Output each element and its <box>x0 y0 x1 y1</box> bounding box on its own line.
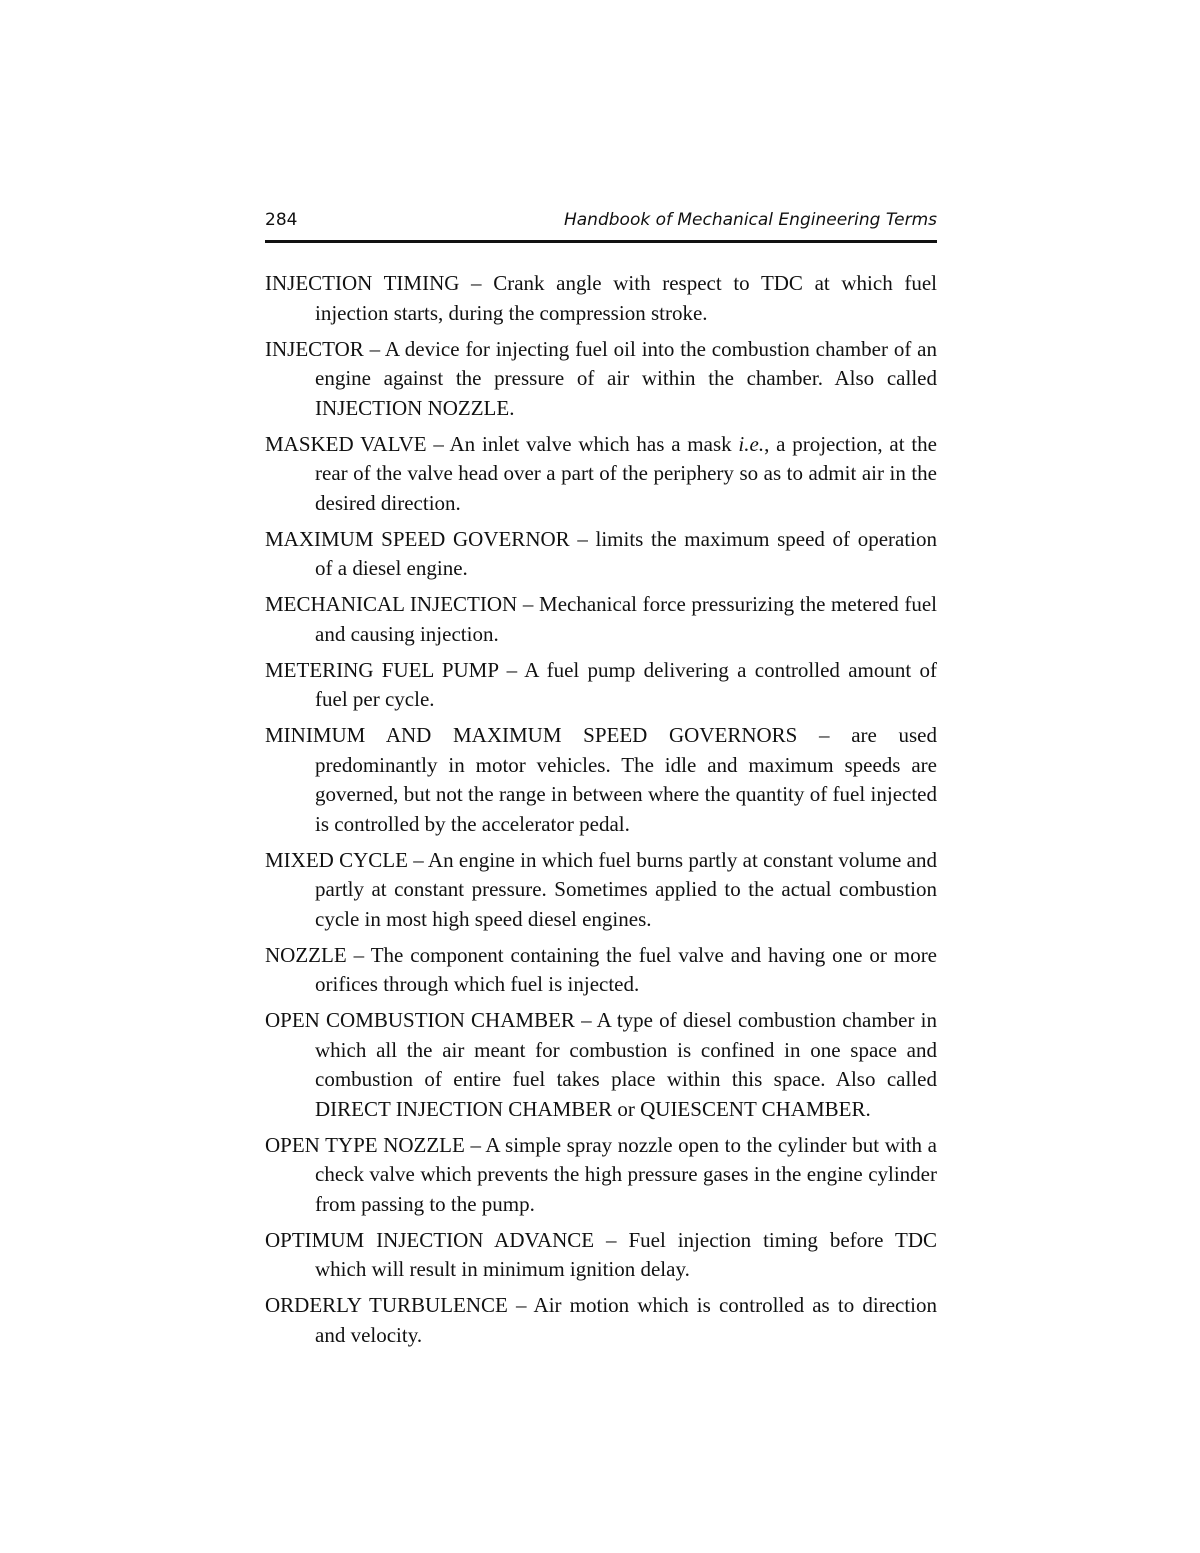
entry-separator: – <box>517 592 540 616</box>
entry-separator: – <box>498 657 525 682</box>
entry-definition: A type of diesel combustion chamber in which all the air meant for combustion is confined in one space and combustion of entire fuel takes place within this space. Also called DIRECT INJECTION CHAMBER or QUIESCENT CHAMBER. <box>315 1008 938 1121</box>
glossary-entry <box>265 1226 937 1285</box>
page-header <box>265 205 937 235</box>
glossary-entry <box>265 590 937 649</box>
entry-term: INJECTION TIMING <box>265 271 460 295</box>
entry-definition: A fuel pump delivering a controlled amount of fuel per cycle. <box>315 657 938 711</box>
glossary-entry <box>265 1006 937 1124</box>
entry-separator: – <box>363 336 385 361</box>
entry-definition: A device for injecting fuel oil into the combustion chamber of an engine against the pressure of air within the chamber. Also called INJECTION NOZZLE. <box>315 336 938 420</box>
entry-definition: Mechanical force pressurizing the metered fuel and causing injection. <box>315 592 937 646</box>
entry-term: MINIMUM AND MAXIMUM SPEED GOVERNORS <box>265 723 798 747</box>
page-number: 284 <box>265 210 298 230</box>
entry-definition-continued: , a projection, at the rear of the valve head over a part of the periphery so as to admit air in the desired direction. <box>315 431 937 515</box>
entry-definition: are used predominantly in motor vehicles. The idle and maximum speeds are governed, but not the range in between where the quantity of fuel injected is controlled by the accelerator pedal. <box>315 723 937 836</box>
glossary-entry <box>265 430 937 519</box>
entry-separator: – <box>407 847 428 872</box>
glossary-entry <box>265 1131 937 1220</box>
glossary-entry <box>265 269 937 328</box>
entry-separator: – <box>574 1008 597 1032</box>
entry-separator: – <box>507 1293 534 1317</box>
entry-separator: – <box>569 526 596 551</box>
entry-definition: An engine in which fuel burns partly at constant volume and partly at constant pressure. Sometimes applied to the actual combustion cycle in most high speed diesel engines. <box>315 847 937 931</box>
entry-separator: – <box>426 431 450 456</box>
glossary-list <box>265 269 937 1350</box>
entry-term: NOZZLE <box>265 942 347 967</box>
glossary-entry <box>265 525 937 584</box>
entry-term: MECHANICAL INJECTION <box>265 592 518 616</box>
entry-term: OPTIMUM INJECTION ADVANCE <box>265 1227 595 1252</box>
entry-term: MASKED VALVE <box>265 431 427 456</box>
header-rule <box>265 240 937 243</box>
entry-term: METERING FUEL PUMP <box>265 657 499 682</box>
entry-separator: – <box>797 723 852 747</box>
entry-term: MIXED CYCLE <box>265 847 408 872</box>
entry-definition-italic: i.e. <box>738 431 765 456</box>
page <box>265 205 937 1357</box>
entry-definition: Fuel injection timing before TDC which will result in minimum ignition delay. <box>315 1227 938 1281</box>
running-title: Handbook of Mechanical Engineering Terms <box>563 210 937 230</box>
entry-separator: – <box>594 1227 629 1252</box>
glossary-entry <box>265 846 937 935</box>
entry-separator: – <box>346 942 371 967</box>
entry-definition: An inlet valve which has a mask <box>449 431 739 456</box>
entry-definition: Air motion which is controlled as to direction and velocity. <box>315 1293 937 1347</box>
entry-term: ORDERLY TURBULENCE <box>265 1293 508 1317</box>
glossary-entry <box>265 335 937 424</box>
entry-definition: A simple spray nozzle open to the cylinder but with a check valve which prevents the high pressure gases in the engine cylinder from passing to the pump. <box>315 1132 937 1216</box>
entry-term: OPEN COMBUSTION CHAMBER <box>265 1008 575 1032</box>
glossary-entry <box>265 721 937 839</box>
entry-definition: limits the maximum speed of operation of a diesel engine. <box>315 526 938 580</box>
entry-term: INJECTOR <box>265 336 364 361</box>
glossary-entry <box>265 656 937 715</box>
entry-definition: Crank angle with respect to TDC at which fuel injection starts, during the compression stroke. <box>315 271 937 325</box>
glossary-entry <box>265 941 937 1000</box>
entry-term: MAXIMUM SPEED GOVERNOR <box>265 526 570 551</box>
entry-term: OPEN TYPE NOZZLE <box>265 1132 465 1157</box>
glossary-entry <box>265 1291 937 1350</box>
entry-separator: – <box>464 1132 486 1157</box>
entry-separator: – <box>459 271 494 295</box>
entry-definition: The component containing the fuel valve and having one or more orifices through which fuel is injected. <box>315 942 938 996</box>
